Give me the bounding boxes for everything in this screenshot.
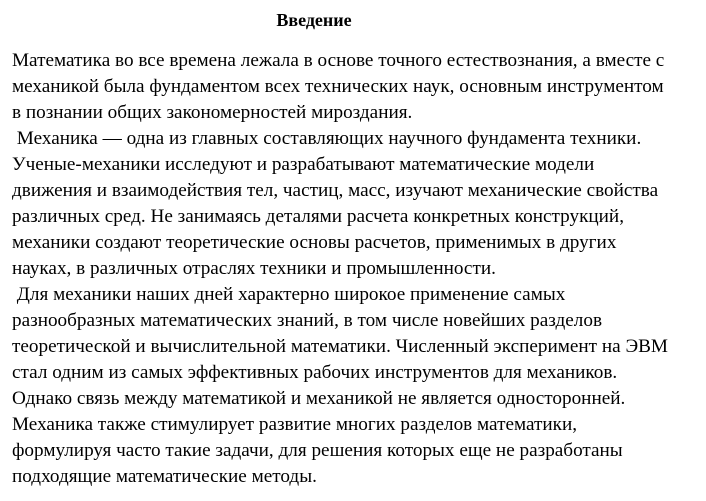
text-line: формулируя часто такие задачи, для решения которых еще не разработаны <box>12 440 623 461</box>
text-line: Механика также стимулирует развитие многих разделов математики, <box>12 414 578 435</box>
text-line: разнообразных математических знаний, в том числе новейших разделов <box>12 310 603 331</box>
text-line: подходящие математические методы. <box>12 466 317 487</box>
text-line: Математика во все времена лежала в основе точного естествознания, а вместе с <box>12 50 665 71</box>
text-line: Ученые-механики исследуют и разрабатывают математические модели <box>12 154 595 175</box>
text-line: механики создают теоретические основы расчетов, применимых в других <box>12 232 617 253</box>
text-line: движения и взаимодействия тел, частиц, масс, изучают механические свойства <box>12 180 659 201</box>
text-line: стал одним из самых эффективных рабочих инструментов для механиков. <box>12 362 618 383</box>
text-line: различных сред. Не занимаясь деталями расчета конкретных конструкций, <box>12 206 624 227</box>
text-line: Однако связь между математикой и механикой не является односторонней. <box>12 388 626 409</box>
text-line: механикой была фундаментом всех технических наук, основным инструментом <box>12 76 664 97</box>
text-line: Для механики наших дней характерно широкое применение самых <box>12 284 566 305</box>
text-line: науках, в различных отраслях техники и промышленности. <box>12 258 496 279</box>
text-line: в познании общих закономерностей мироздания. <box>12 102 413 123</box>
text-line: теоретической и вычислительной математики. Численный эксперимент на ЭВМ <box>12 336 668 357</box>
page-title: Введение <box>276 10 352 30</box>
text-line: Механика — одна из главных составляющих научного фундамента техники. <box>12 128 642 149</box>
